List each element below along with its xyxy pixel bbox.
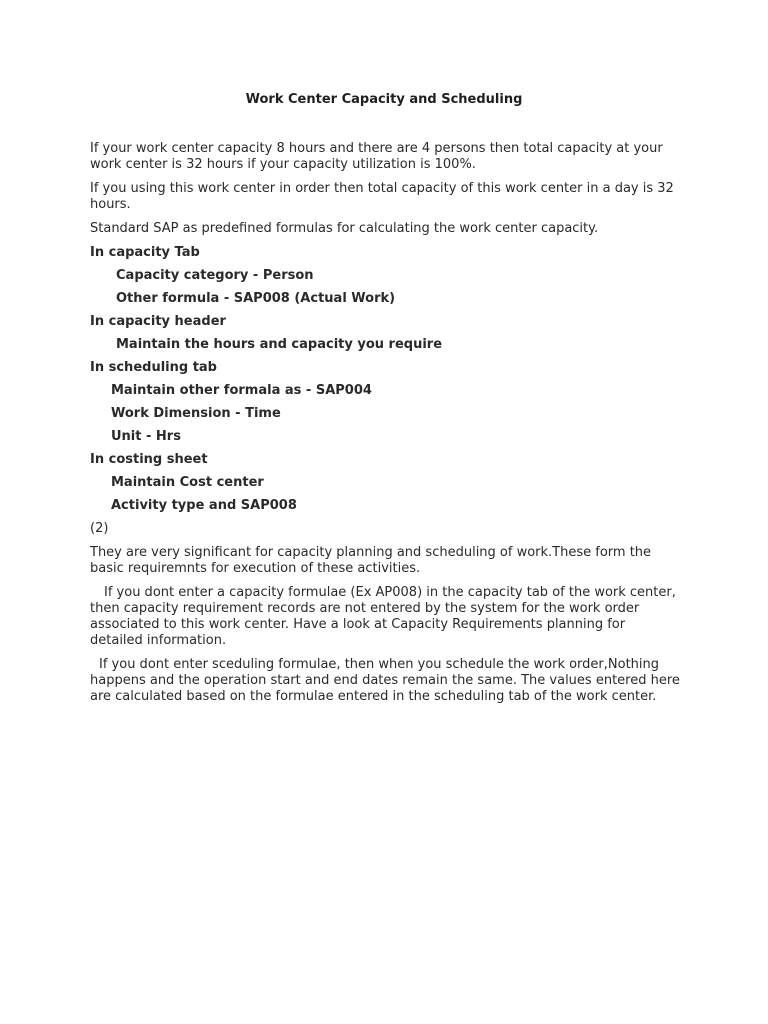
scheduling-tab-item: Work Dimension - Time <box>111 406 281 421</box>
scheduling-tab-item: Maintain other formala as - SAP004 <box>111 383 372 398</box>
paragraph-significance: They are very significant for capacity planning and scheduling of work.These form the basic requiremnts for execution of these activities. <box>90 545 652 576</box>
capacity-tab-item: Capacity category - Person <box>116 268 314 283</box>
paragraph-capacity-formulae: If you dont enter a capacity formulae (Ex AP008) in the capacity tab of the work center, then capacity requirement records are not entered by the system for the work order associated to this work center. Have a look at Capacity Requirements planning for detailed information. <box>90 585 676 648</box>
paragraph-scheduling-formulae: If you dont enter sceduling formulae, then when you schedule the work order,Nothing happens and the operation start and end dates remain the same. The values entered here are calculated based on the formulae entered in the scheduling tab of the work center. <box>90 657 680 704</box>
capacity-header-item: Maintain the hours and capacity you require <box>116 337 443 352</box>
paragraph-work-center-order: If you using this work center in order then total capacity of this work center in a day is 32 hours. <box>90 181 674 212</box>
costing-sheet-item: Maintain Cost center <box>111 475 264 490</box>
scheduling-tab-item: Unit - Hrs <box>111 429 181 444</box>
page-title: Work Center Capacity and Scheduling <box>245 92 523 107</box>
heading-scheduling-tab: In scheduling tab <box>90 360 217 375</box>
heading-capacity-header: In capacity header <box>90 314 226 329</box>
paragraph-capacity-intro: If your work center capacity 8 hours and there are 4 persons then total capacity at your work center is 32 hours if your capacity utilization is 100%. <box>90 141 663 172</box>
paragraph-standard-sap: Standard SAP as predefined formulas for calculating the work center capacity. <box>90 221 599 236</box>
section-number: (2) <box>90 521 109 536</box>
capacity-tab-item: Other formula - SAP008 (Actual Work) <box>116 291 396 306</box>
costing-sheet-item: Activity type and SAP008 <box>111 498 297 513</box>
document-body <box>90 141 682 713</box>
heading-capacity-tab: In capacity Tab <box>90 245 200 260</box>
heading-costing-sheet: In costing sheet <box>90 452 208 467</box>
